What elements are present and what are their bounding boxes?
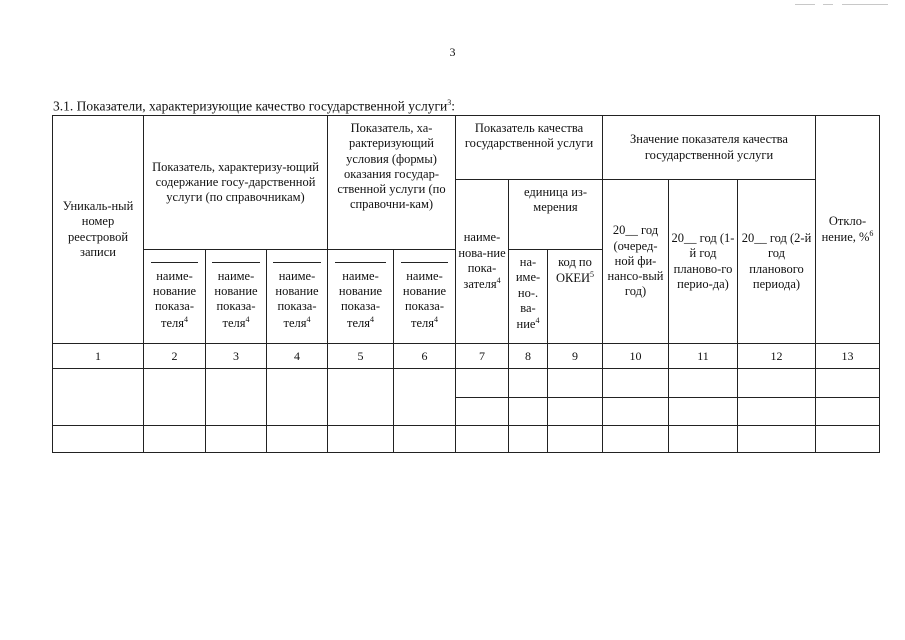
table-cell[interactable] [816, 369, 880, 398]
table-cell[interactable] [669, 398, 738, 426]
table-cell[interactable] [206, 369, 267, 426]
column-number: 8 [509, 344, 548, 369]
table-cell[interactable] [144, 369, 206, 426]
column-number: 3 [206, 344, 267, 369]
table-cell[interactable] [394, 426, 456, 453]
column-number: 13 [816, 344, 880, 369]
column-number: 2 [144, 344, 206, 369]
table-cell[interactable] [738, 369, 816, 398]
table-cell[interactable] [328, 426, 394, 453]
table-cell[interactable] [144, 426, 206, 453]
table-cell[interactable] [603, 426, 669, 453]
table-cell[interactable] [548, 398, 603, 426]
column-number: 7 [456, 344, 509, 369]
table-cell[interactable] [603, 369, 669, 398]
table-cell[interactable] [816, 426, 880, 453]
table-cell[interactable] [267, 426, 328, 453]
column-numbers-row [53, 344, 880, 369]
header-content-name-3: наиме-нование показа-теля$^4$ [267, 250, 328, 344]
table-cell[interactable] [53, 426, 144, 453]
table-cell[interactable] [738, 398, 816, 426]
header-year-1: 20__ год (очеред-ной фи-нансо-вый год) [603, 180, 669, 344]
table-cell[interactable] [456, 398, 509, 426]
header-unit-name: на-име-но-. ва-ние$^4$ [509, 250, 548, 344]
header-deviation: Откло-нение, %$^6$ [816, 116, 880, 344]
table-cell[interactable] [267, 369, 328, 426]
header-unit: единица из-мерения [509, 180, 603, 250]
table-cell[interactable] [669, 369, 738, 398]
column-number: 1 [53, 344, 144, 369]
table-row [53, 369, 880, 398]
header-quality-indicator: Показатель качества государственной услуги [456, 116, 603, 180]
header-year-2: 20__ год (1-й год планово-го перио-да) [669, 180, 738, 344]
table-cell[interactable] [738, 426, 816, 453]
header-quality-values: Значение показателя качества государственной услуги [603, 116, 816, 180]
table-cell[interactable] [816, 398, 880, 426]
quality-indicators-table [52, 115, 880, 453]
table-cell[interactable] [509, 398, 548, 426]
table-cell[interactable] [456, 369, 509, 398]
table-cell[interactable] [206, 426, 267, 453]
scan-artifact [795, 4, 815, 5]
table-cell[interactable] [328, 369, 394, 426]
table-cell[interactable] [603, 398, 669, 426]
header-quality-name: наиме-нова-ние пока-зателя$^4$ [456, 180, 509, 344]
table-row [53, 426, 880, 453]
column-number: 10 [603, 344, 669, 369]
header-unit-okei: код по ОКЕИ$^5$ [548, 250, 603, 344]
header-registry-number: Уникаль-ный номер реестровой записи [53, 116, 144, 344]
header-conditions-name-1: наиме-нование показа-теля$^4$ [328, 250, 394, 344]
column-number: 11 [669, 344, 738, 369]
page-number: 3 [449, 45, 456, 59]
header-conditions-name-2: наиме-нование показа-теля$^4$ [394, 250, 456, 344]
table-cell[interactable] [509, 369, 548, 398]
scan-artifact [842, 4, 888, 5]
table-cell[interactable] [509, 426, 548, 453]
section-title: 3.1. Показатели, характеризующие качество государственной услуги$^3$: [53, 98, 456, 114]
table-cell[interactable] [53, 369, 144, 426]
header-content-name-1: наиме-нование показа-теля$^4$ [144, 250, 206, 344]
table-cell[interactable] [394, 369, 456, 426]
table-cell[interactable] [669, 426, 738, 453]
header-conditions-indicator: Показатель, ха-рактеризующий условия (формы) оказания государ-ственной услуги (по справочни-кам) [328, 116, 456, 250]
table-cell[interactable] [548, 426, 603, 453]
header-content-name-2: наиме-нование показа-теля$^4$ [206, 250, 267, 344]
table-cell[interactable] [548, 369, 603, 398]
column-number: 9 [548, 344, 603, 369]
column-number: 6 [394, 344, 456, 369]
table-cell[interactable] [456, 426, 509, 453]
column-number: 5 [328, 344, 394, 369]
header-year-3: 20__ год (2-й год планового периода) [738, 180, 816, 344]
column-number: 12 [738, 344, 816, 369]
scan-artifact [823, 4, 833, 5]
header-content-indicator: Показатель, характеризу-ющий содержание госу-дарственной услуги (по справочникам) [144, 116, 328, 250]
column-number: 4 [267, 344, 328, 369]
